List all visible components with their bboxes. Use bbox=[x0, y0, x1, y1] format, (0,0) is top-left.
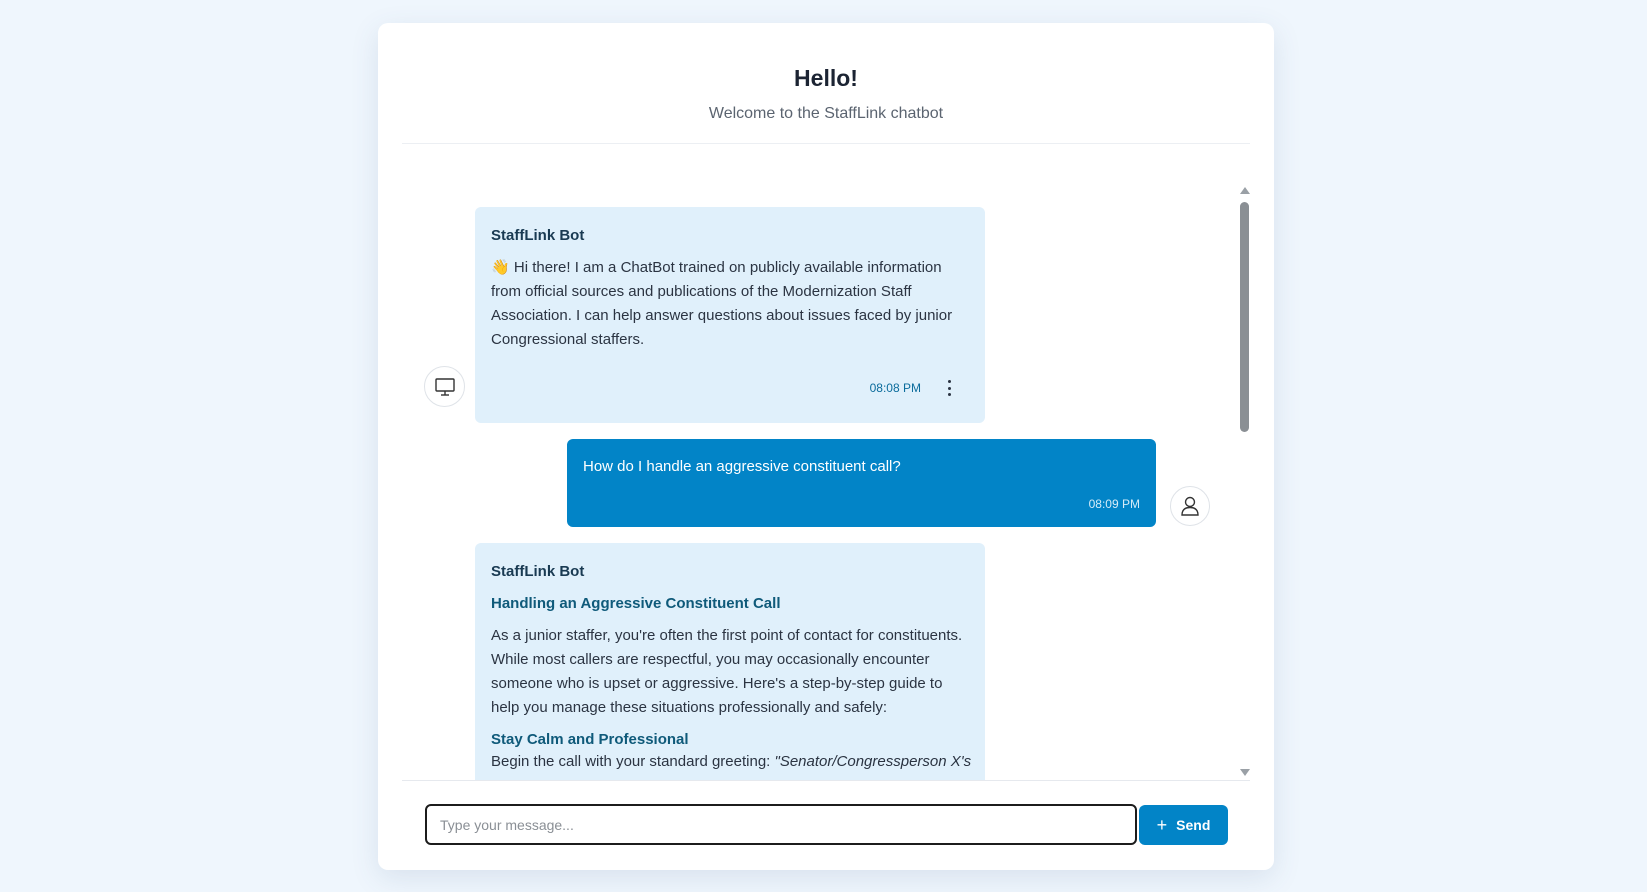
response-detail bbox=[491, 750, 971, 774]
response-paragraph: As a junior staffer, you're often the first point of contact for constituents. While most callers are respectful, you may occasionally encounter someone who is upset or aggressive. Here's a step-by-step guide to help you manage these situations professionally and safely: bbox=[491, 627, 963, 716]
user-message bbox=[567, 439, 1156, 527]
user-icon bbox=[1181, 496, 1199, 516]
message-timestamp: 08:08 PM bbox=[869, 381, 921, 395]
page-title: Hello! bbox=[794, 65, 858, 91]
monitor-icon bbox=[435, 378, 455, 396]
bot-message bbox=[475, 543, 985, 780]
page-subtitle: Welcome to the StaffLink chatbot bbox=[708, 105, 944, 122]
detail-quote: "Senator/Congressperson X's bbox=[774, 753, 971, 770]
bot-message bbox=[475, 207, 985, 423]
message-sender: StaffLink Bot bbox=[491, 227, 585, 244]
message-input[interactable] bbox=[425, 804, 1137, 845]
message-text bbox=[491, 256, 971, 352]
bot-avatar bbox=[424, 366, 465, 407]
send-label: Send bbox=[1176, 817, 1211, 833]
message-composer bbox=[402, 780, 1250, 870]
scroll-up-arrow-icon[interactable] bbox=[1240, 187, 1250, 194]
plus-icon: + bbox=[1156, 815, 1168, 835]
send-button[interactable] bbox=[1139, 805, 1228, 845]
user-avatar bbox=[1170, 486, 1210, 526]
message-sender: StaffLink Bot bbox=[491, 563, 585, 580]
chat-card bbox=[378, 23, 1274, 870]
scroll-down-arrow-icon[interactable] bbox=[1240, 769, 1250, 776]
detail-text: Begin the call with your standard greeting: bbox=[491, 753, 775, 770]
response-heading: Handling an Aggressive Constituent Call bbox=[491, 595, 781, 612]
response-subheading: Stay Calm and Professional bbox=[491, 731, 689, 748]
message-list[interactable] bbox=[402, 166, 1250, 780]
message-timestamp: 08:09 PM bbox=[1088, 497, 1140, 511]
chat-header bbox=[402, 23, 1250, 144]
wave-emoji: 👋 bbox=[491, 259, 510, 276]
message-options-icon[interactable] bbox=[943, 378, 955, 398]
scrollbar-thumb[interactable] bbox=[1240, 202, 1249, 432]
message-body: Hi there! I am a ChatBot trained on publicly available information from official sources and publications of the Modernization Staff Association. I can help answer questions about issues faced by junior Congressional staffers. bbox=[491, 259, 953, 348]
message-text: How do I handle an aggressive constituent call? bbox=[583, 458, 901, 475]
